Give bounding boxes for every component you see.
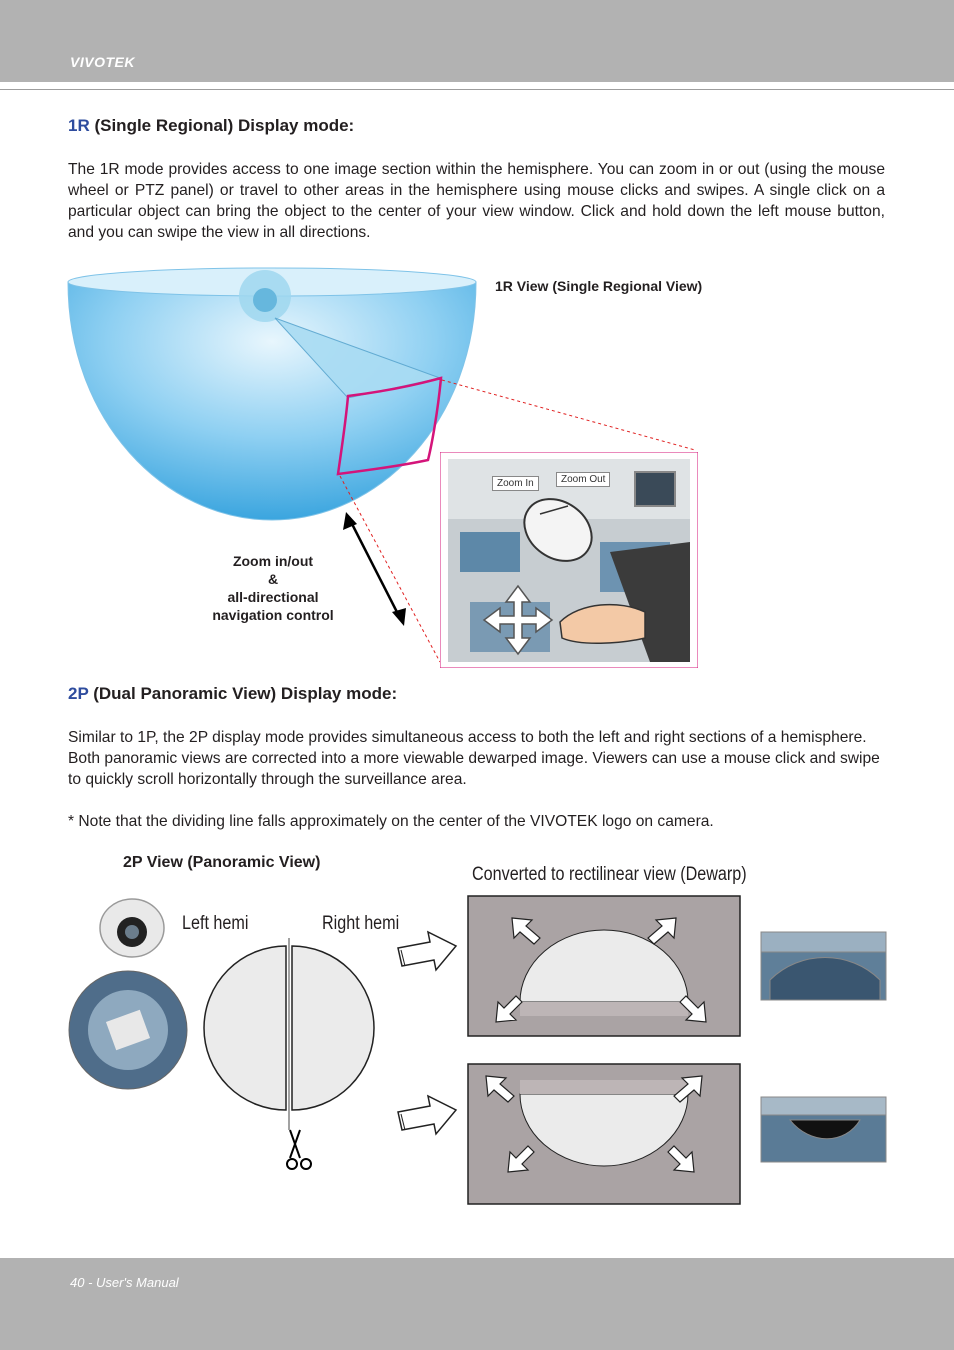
brand-logo-text: VIVOTEK xyxy=(70,54,135,70)
scissors-icon xyxy=(287,1130,311,1169)
section-1r-paragraph: The 1R mode provides access to one image section within the hemisphere. You can zoom in or out (using the mouse wheel or PTZ panel) or travel to other areas in the hemisphere using mouse clicks and swipes. A single click on a particular object can bring the object to the center of your view window. Click and hold down the left mouse button, and you can swipe the view in all directions. xyxy=(68,161,885,241)
panorama-thumbnail-left xyxy=(761,932,886,1000)
2p-view-label: 2P View (Panoramic View) xyxy=(123,854,321,871)
dewarp-label: Converted to rectilinear view (Dewarp) xyxy=(472,864,747,885)
heading-accent: 2P xyxy=(68,684,89,703)
section-2p-note: * Note that the dividing line falls approximately on the center of the VIVOTEK logo on camera. xyxy=(68,813,714,830)
projection-line-top xyxy=(442,380,695,450)
2p-diagram xyxy=(0,880,954,1210)
panorama-thumbnail-right xyxy=(761,1097,886,1162)
page-footer xyxy=(0,1258,954,1350)
control-label-line: navigation control xyxy=(212,607,334,623)
control-label-line: & xyxy=(267,571,279,587)
navigation-control-label xyxy=(200,552,346,624)
right-hemisphere xyxy=(292,946,374,1110)
navigation-arrow xyxy=(350,520,400,618)
heading-text: (Single Regional) Display mode: xyxy=(89,116,355,135)
heading-text: (Dual Panoramic View) Display mode: xyxy=(88,684,398,703)
zoom-out-button[interactable]: Zoom Out xyxy=(556,472,610,487)
left-hemisphere xyxy=(204,946,286,1110)
convert-arrow-icon xyxy=(398,932,456,1134)
left-hemi-label: Left hemi xyxy=(182,913,249,934)
projection-line-bottom xyxy=(340,476,440,662)
section-2p-heading xyxy=(68,684,397,704)
heading-accent: 1R xyxy=(68,116,90,135)
section-2p-paragraph: Similar to 1P, the 2P display mode provides simultaneous access to both the left and right sections of a hemisphere. Both panoramic views are corrected into a more viewable dewarped image. Viewers can use a mouse click and swipe to quickly scroll horizontally through the surveillance area. xyxy=(68,729,880,788)
control-label-line: Zoom in/out xyxy=(232,553,314,569)
zoom-in-button[interactable]: Zoom In xyxy=(492,476,539,491)
page-number: 40 - User's Manual xyxy=(70,1275,179,1290)
right-hemi-label: Right hemi xyxy=(322,913,400,934)
control-label-line: all-directional xyxy=(227,589,319,605)
1r-view-label: 1R View (Single Regional View) xyxy=(495,278,703,294)
